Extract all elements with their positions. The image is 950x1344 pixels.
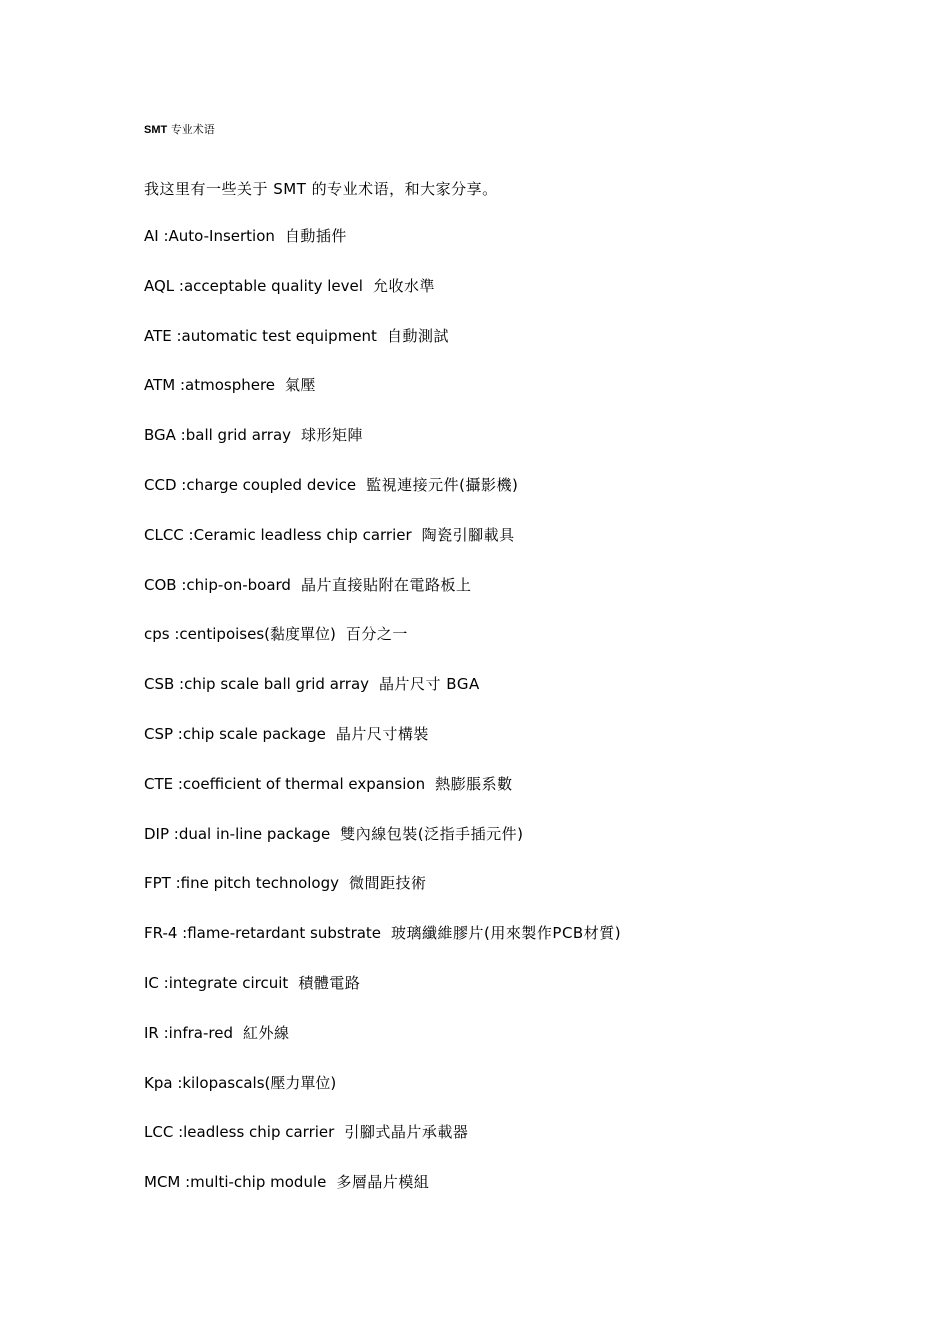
term-chinese: 自動測試 (386, 326, 449, 345)
glossary-entry (144, 276, 621, 326)
term-english: cps :centipoises(黏度單位) (144, 625, 336, 644)
glossary-entry (144, 425, 621, 475)
term-chinese: 晶片尺寸 BGA (379, 675, 480, 694)
glossary-entry (144, 824, 621, 874)
term-chinese: 雙內線包裝(泛指手插元件) (340, 824, 524, 843)
term-english: FR-4 :flame-retardant substrate (144, 924, 382, 943)
glossary-entry (144, 923, 621, 973)
glossary-entry (144, 226, 621, 276)
glossary-list (144, 226, 621, 1222)
term-english: AI :Auto-Insertion (144, 227, 275, 245)
title-text: 专业术语 (170, 123, 215, 136)
term-chinese: 微間距技術 (349, 874, 427, 893)
term-english: MCM :multi-chip module (144, 1173, 327, 1192)
intro-paragraph: 我这里有一些关于 SMT 的专业术语，和大家分享。 (144, 180, 498, 198)
glossary-entry (144, 525, 621, 575)
term-chinese: 紅外線 (242, 1023, 290, 1042)
term-chinese: 陶瓷引腳載具 (421, 525, 515, 544)
term-english: FPT :fine pitch technology (144, 874, 339, 893)
glossary-entry (144, 1172, 621, 1222)
term-english: IC :integrate circuit (144, 973, 289, 992)
term-chinese: 晶片尺寸構裝 (335, 724, 429, 743)
term-chinese: 自動插件 (284, 227, 347, 245)
title-abbreviation: SMT (144, 124, 168, 136)
term-chinese: 監視連接元件(攝影機) (366, 475, 519, 494)
term-english: ATM :atmosphere (144, 376, 276, 395)
term-english: CLCC :Ceramic leadless chip carrier (144, 525, 412, 544)
term-english: BGA :ball grid array (144, 426, 292, 445)
term-chinese: 允收水準 (372, 276, 435, 295)
term-chinese: 氣壓 (285, 376, 317, 395)
glossary-entry (144, 1122, 621, 1172)
glossary-entry (144, 873, 621, 923)
glossary-entry (144, 973, 621, 1023)
term-english: CSB :chip scale ball grid array (144, 675, 370, 694)
term-chinese: 球形矩陣 (301, 426, 364, 445)
term-english: COB :chip-on-board (144, 575, 291, 594)
term-chinese: 多層晶片模組 (336, 1173, 430, 1192)
glossary-entry (144, 1073, 621, 1123)
term-chinese: 引腳式晶片承載器 (344, 1123, 469, 1142)
glossary-entry (144, 326, 621, 376)
term-english: IR :infra-red (144, 1023, 233, 1042)
glossary-entry (144, 674, 621, 724)
term-chinese: 百分之一 (345, 625, 408, 644)
term-english: AQL :acceptable quality level (144, 276, 363, 295)
glossary-entry (144, 774, 621, 824)
glossary-entry (144, 1023, 621, 1073)
term-english: Kpa :kilopascals(壓力單位) (144, 1073, 337, 1092)
term-chinese: 玻璃纖維膠片(用來製作PCB材質) (391, 924, 622, 943)
glossary-entry (144, 724, 621, 774)
term-chinese: 晶片直接貼附在電路板上 (300, 575, 472, 594)
glossary-entry (144, 624, 621, 674)
term-english: CSP :chip scale package (144, 724, 326, 743)
term-chinese: 積體電路 (298, 973, 361, 992)
document-title (144, 123, 215, 137)
term-chinese: 熱膨脹系數 (435, 774, 513, 793)
term-english: ATE :automatic test equipment (144, 326, 377, 345)
term-english: CCD :charge coupled device (144, 475, 357, 494)
glossary-entry (144, 475, 621, 525)
glossary-entry (144, 575, 621, 625)
term-english: DIP :dual in-line package (144, 824, 331, 843)
term-english: CTE :coefficient of thermal expansion (144, 774, 426, 793)
term-english: LCC :leadless chip carrier (144, 1123, 335, 1142)
glossary-entry (144, 375, 621, 425)
